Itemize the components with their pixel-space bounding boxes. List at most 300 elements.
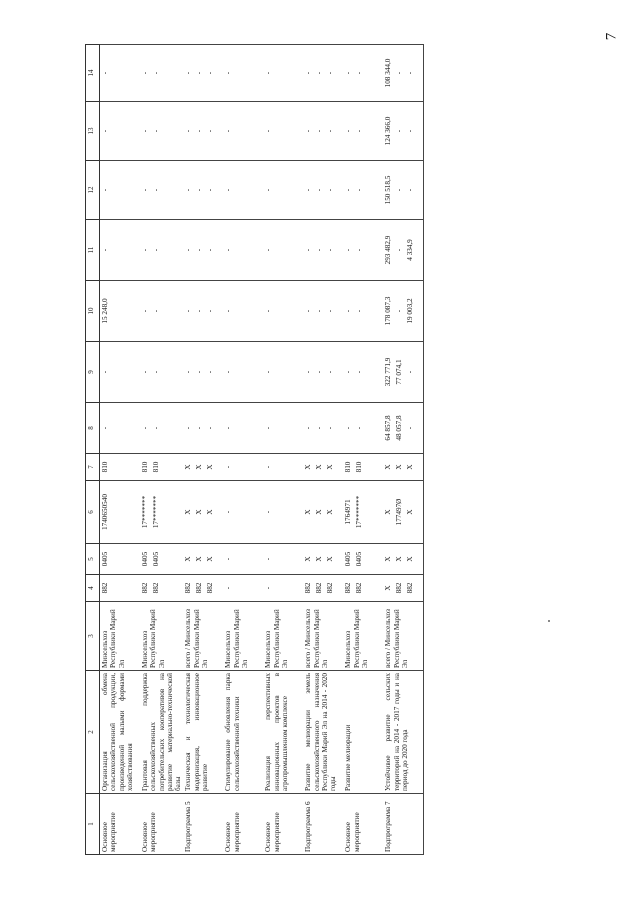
cell-col-13: [383, 102, 424, 161]
cell-line: X: [315, 556, 324, 562]
cell-col-13: [183, 102, 223, 161]
cell-line: X: [406, 556, 415, 562]
cell-line: -: [304, 309, 313, 313]
cell-col-9: [140, 342, 183, 403]
cell-line: -: [101, 426, 109, 430]
cell-line: 882: [206, 582, 215, 594]
cell-col-14: [343, 45, 383, 102]
cell-line: -: [406, 71, 415, 75]
cell-line: X: [184, 509, 193, 515]
cell-line: -: [224, 129, 233, 133]
cell-line: -: [224, 71, 233, 75]
cell-line: -: [395, 129, 404, 133]
cell-line: X: [315, 509, 324, 515]
cell-line: -: [355, 309, 364, 313]
cell-line: -: [315, 370, 324, 374]
page-number: 7: [603, 32, 620, 41]
cell-col-12: [183, 161, 223, 220]
cell-line: X: [304, 509, 313, 515]
cell-line: -: [344, 426, 353, 430]
cell-line: -: [264, 188, 273, 192]
cell-col-7: [140, 454, 183, 481]
cell-col-1: Подпрограмма 6: [303, 794, 343, 855]
cell-line: -: [344, 309, 353, 313]
cell-col-12: [140, 161, 183, 220]
cell-line: -: [224, 557, 233, 561]
cell-col-13: [223, 102, 263, 161]
cell-line: -: [355, 188, 364, 192]
cell-line: -: [206, 426, 215, 430]
cell-line: -: [101, 370, 109, 374]
cell-line: -: [344, 188, 353, 192]
cell-col-8: [140, 403, 183, 454]
cell-line: -: [304, 129, 313, 133]
table-body: [100, 45, 424, 855]
table-row: [263, 45, 303, 855]
cell-col-8: [183, 403, 223, 454]
cell-line: X: [304, 464, 313, 470]
cell-line: -: [184, 426, 193, 430]
cell-line: -: [406, 188, 415, 192]
cell-col-10: [223, 281, 263, 342]
cell-line: X: [326, 509, 335, 515]
cell-line: -: [264, 370, 273, 374]
cell-col-8: [263, 403, 303, 454]
cell-line: -: [224, 309, 233, 313]
col-header-14: 14: [86, 45, 100, 102]
cell-line: -: [315, 309, 324, 313]
cell-line: X: [195, 556, 204, 562]
cell-line: 882: [101, 582, 109, 594]
cell-line: -: [355, 426, 364, 430]
cell-line: -: [184, 370, 193, 374]
cell-col-12: [383, 161, 424, 220]
cell-col-7: [263, 454, 303, 481]
cell-col-5: [263, 544, 303, 575]
cell-col-4: [140, 575, 183, 602]
cell-col-3: всего / Минсельхоз Республики Марий Эл: [383, 602, 424, 671]
cell-line: -: [264, 248, 273, 252]
cell-col-1: Основное мероприятие: [263, 794, 303, 855]
cell-line: -: [406, 426, 415, 430]
cell-line: -: [184, 71, 193, 75]
cell-line: -: [195, 309, 204, 313]
cell-line: -: [152, 71, 160, 75]
cell-line: -: [344, 248, 353, 252]
cell-line: X: [406, 509, 415, 515]
cell-col-1: Основное мероприятие: [100, 794, 141, 855]
cell-line: -: [355, 71, 364, 75]
cell-line: 64 857,8: [384, 415, 393, 441]
col-header-11: 11: [86, 220, 100, 281]
cell-line: -: [206, 370, 215, 374]
cell-line: -: [152, 129, 160, 133]
cell-line: 322 771,9: [384, 357, 393, 387]
cell-col-5: [343, 544, 383, 575]
cell-line: -: [304, 426, 313, 430]
cell-line: 810: [355, 461, 364, 473]
col-header-1: 1: [86, 794, 100, 855]
cell-col-7: [183, 454, 223, 481]
cell-line: -: [206, 309, 215, 313]
cell-line: X: [195, 509, 204, 515]
col-header-2: 2: [86, 671, 100, 794]
cell-line: 882: [152, 582, 160, 594]
cell-line: 77 074,1: [395, 359, 404, 385]
cell-line: -: [101, 248, 109, 252]
cell-line: -: [141, 129, 149, 133]
cell-line: X: [384, 585, 393, 591]
cell-col-4: [223, 575, 263, 602]
cell-col-9: [263, 342, 303, 403]
cell-col-13: [263, 102, 303, 161]
cell-col-9: [343, 342, 383, 403]
col-header-3: 3: [86, 602, 100, 671]
cell-line: 882: [406, 582, 415, 594]
cell-col-6: [383, 481, 424, 544]
cell-line: 17*******: [152, 495, 160, 529]
cell-col-2: Развитие мелиорации: [343, 671, 383, 794]
cell-col-6: [183, 481, 223, 544]
cell-line: -: [206, 71, 215, 75]
cell-line: X: [395, 556, 404, 562]
cell-line: -: [326, 248, 335, 252]
cell-line: -: [224, 586, 233, 590]
cell-col-12: [343, 161, 383, 220]
cell-col-8: [223, 403, 263, 454]
cell-line: -: [141, 248, 149, 252]
col-header-10: 10: [86, 281, 100, 342]
cell-line: X: [206, 464, 215, 470]
cell-col-6: [263, 481, 303, 544]
cell-line: -: [304, 370, 313, 374]
cell-line: 882: [355, 582, 364, 594]
cell-line: 882: [326, 582, 335, 594]
cell-line: -: [315, 188, 324, 192]
cell-line: -: [264, 129, 273, 133]
table-row: [223, 45, 263, 855]
cell-col-10: [140, 281, 183, 342]
cell-line: X: [206, 509, 215, 515]
cell-col-5: [303, 544, 343, 575]
cell-line: -: [206, 248, 215, 252]
cell-line: X: [384, 556, 393, 562]
col-header-13: 13: [86, 102, 100, 161]
cell-col-9: [223, 342, 263, 403]
cell-line: -: [326, 129, 335, 133]
cell-line: 810: [141, 461, 149, 473]
cell-line: -: [206, 129, 215, 133]
cell-col-14: [303, 45, 343, 102]
cell-line: 19 003,2: [406, 298, 415, 324]
cell-col-7: [100, 454, 141, 481]
cell-line: 108 344,0: [384, 58, 393, 88]
cell-col-2: Техническая и технологическая модернизация, инновационное развитие: [183, 671, 223, 794]
cell-col-10: [303, 281, 343, 342]
cell-col-8: [383, 403, 424, 454]
cell-line: 882: [184, 582, 193, 594]
cell-col-9: [303, 342, 343, 403]
cell-line: -: [395, 248, 404, 252]
cell-line: 810: [101, 461, 109, 473]
cell-col-9: [383, 342, 424, 403]
cell-col-3: Минсельхоз Республики Марий Эл: [343, 602, 383, 671]
cell-line: -: [304, 188, 313, 192]
cell-col-10: [100, 281, 141, 342]
cell-col-7: [383, 454, 424, 481]
cell-col-2: Стимулирование обновления парка сельскохозяйственной техники: [223, 671, 263, 794]
cell-line: -: [315, 426, 324, 430]
cell-line: -: [355, 248, 364, 252]
cell-col-14: [263, 45, 303, 102]
cell-col-3: Минсельхоз Республики Марий Эл: [263, 602, 303, 671]
col-header-5: 5: [86, 544, 100, 575]
cell-col-3: Минсельхоз Республики Марий Эл: [140, 602, 183, 671]
cell-line: -: [395, 309, 404, 313]
table-row: [383, 45, 424, 855]
cell-col-12: [223, 161, 263, 220]
budget-table: [85, 44, 424, 855]
cell-line: -: [184, 309, 193, 313]
cell-col-4: [343, 575, 383, 602]
cell-col-14: [183, 45, 223, 102]
cell-col-14: [383, 45, 424, 102]
cell-line: -: [264, 586, 273, 590]
cell-line: 0405: [101, 551, 109, 567]
cell-line: -: [141, 370, 149, 374]
cell-col-6: [223, 481, 263, 544]
cell-line: -: [152, 309, 160, 313]
cell-col-14: [100, 45, 141, 102]
cell-line: -: [152, 370, 160, 374]
cell-col-2: Организация обмена сельскохозяйственной продукции, произведенной малыми формами хозяйствования: [100, 671, 141, 794]
cell-col-6: [303, 481, 343, 544]
cell-line: -: [224, 426, 233, 430]
cell-line: -: [206, 188, 215, 192]
cell-line: 810: [344, 461, 353, 473]
cell-line: 177497Ø: [395, 498, 404, 526]
cell-col-6: [140, 481, 183, 544]
cell-line: -: [184, 248, 193, 252]
rotated-table-frame: [85, 55, 515, 855]
cell-line: -: [326, 188, 335, 192]
cell-line: -: [315, 71, 324, 75]
cell-line: X: [326, 556, 335, 562]
cell-col-11: [303, 220, 343, 281]
cell-col-1: Подпрограмма 7: [383, 794, 424, 855]
cell-line: X: [184, 464, 193, 470]
table-row: [303, 45, 343, 855]
cell-line: 1764971: [344, 499, 353, 525]
cell-col-11: [263, 220, 303, 281]
cell-col-13: [343, 102, 383, 161]
cell-line: 178 087,3: [384, 296, 393, 326]
cell-line: X: [184, 556, 193, 562]
cell-line: -: [326, 71, 335, 75]
table-row: [183, 45, 223, 855]
cell-line: -: [101, 129, 109, 133]
cell-line: -: [344, 129, 353, 133]
cell-line: -: [344, 370, 353, 374]
cell-line: 882: [304, 582, 313, 594]
cell-col-2: Реализация перспективных инновационных проектов в агропромышленном комплексе: [263, 671, 303, 794]
cell-line: 0405: [355, 551, 364, 567]
cell-line: 15 248,0: [101, 298, 109, 324]
cell-line: -: [315, 129, 324, 133]
cell-col-7: [223, 454, 263, 481]
cell-col-7: [343, 454, 383, 481]
cell-line: 293 482,9: [384, 235, 393, 265]
cell-col-10: [343, 281, 383, 342]
col-header-6: 6: [86, 481, 100, 544]
cell-line: -: [395, 71, 404, 75]
cell-line: X: [304, 556, 313, 562]
cell-line: -: [406, 129, 415, 133]
cell-line: -: [152, 248, 160, 252]
cell-col-3: всего / Минсельхоз Республики Марий Эл: [303, 602, 343, 671]
cell-line: -: [184, 129, 193, 133]
cell-line: -: [304, 248, 313, 252]
cell-line: 150 518,5: [384, 175, 393, 205]
cell-line: X: [384, 509, 393, 515]
cell-col-8: [100, 403, 141, 454]
cell-col-10: [263, 281, 303, 342]
cell-line: 0405: [152, 551, 160, 567]
cell-col-3: всего / Минсельхоз Республики Марий Эл: [183, 602, 223, 671]
cell-col-4: [303, 575, 343, 602]
cell-col-1: Подпрограмма 5: [183, 794, 223, 855]
cell-col-13: [100, 102, 141, 161]
cell-line: -: [264, 465, 273, 469]
cell-line: -: [152, 188, 160, 192]
cell-col-1: Основное мероприятие: [140, 794, 183, 855]
cell-col-3: Минсельхоз Республики Марий Эл: [223, 602, 263, 671]
cell-line: X: [395, 464, 404, 470]
cell-col-5: [100, 544, 141, 575]
cell-line: -: [141, 309, 149, 313]
cell-col-5: [183, 544, 223, 575]
cell-line: 882: [344, 582, 353, 594]
cell-col-13: [140, 102, 183, 161]
cell-line: 4 334,9: [406, 239, 415, 261]
col-header-7: 7: [86, 454, 100, 481]
cell-line: -: [224, 510, 233, 514]
cell-col-9: [100, 342, 141, 403]
cell-line: 882: [395, 582, 404, 594]
cell-line: -: [224, 248, 233, 252]
cell-line: 17*******: [141, 495, 149, 529]
col-header-9: 9: [86, 342, 100, 403]
cell-col-12: [100, 161, 141, 220]
cell-line: -: [264, 426, 273, 430]
cell-col-10: [383, 281, 424, 342]
cell-col-4: [100, 575, 141, 602]
cell-col-2: Развитие мелиорации земель сельскохозяйственного назначения Республики Марий Эл на 2014 - 2020 годы: [303, 671, 343, 794]
cell-line: -: [344, 71, 353, 75]
cell-line: 17*******: [355, 495, 364, 529]
cell-col-6: [100, 481, 141, 544]
cell-col-5: [383, 544, 424, 575]
col-header-8: 8: [86, 403, 100, 454]
cell-col-11: [140, 220, 183, 281]
col-header-12: 12: [86, 161, 100, 220]
speck-mark: [548, 620, 550, 622]
cell-line: -: [264, 309, 273, 313]
cell-col-6: [343, 481, 383, 544]
cell-col-14: [223, 45, 263, 102]
cell-col-3: Минсельхоз Республики Марий Эл: [100, 602, 141, 671]
cell-line: -: [195, 129, 204, 133]
cell-col-1: Основное мероприятие: [223, 794, 263, 855]
cell-col-12: [303, 161, 343, 220]
cell-line: -: [101, 188, 109, 192]
cell-line: 0405: [141, 551, 149, 567]
cell-line: -: [195, 71, 204, 75]
cell-line: 810: [152, 461, 160, 473]
cell-line: X: [384, 464, 393, 470]
table-row: [140, 45, 183, 855]
cell-line: -: [395, 188, 404, 192]
cell-line: -: [195, 188, 204, 192]
cell-line: -: [184, 188, 193, 192]
cell-line: -: [406, 370, 415, 374]
cell-line: -: [315, 248, 324, 252]
cell-col-5: [223, 544, 263, 575]
cell-line: -: [195, 248, 204, 252]
cell-col-4: [263, 575, 303, 602]
cell-line: -: [326, 426, 335, 430]
table-row: [100, 45, 141, 855]
cell-line: -: [326, 309, 335, 313]
cell-line: -: [152, 426, 160, 430]
cell-col-11: [383, 220, 424, 281]
cell-line: X: [406, 464, 415, 470]
cell-line: -: [264, 510, 273, 514]
cell-col-8: [343, 403, 383, 454]
cell-line: 882: [315, 582, 324, 594]
cell-col-7: [303, 454, 343, 481]
cell-col-5: [140, 544, 183, 575]
cell-col-11: [100, 220, 141, 281]
cell-col-11: [343, 220, 383, 281]
cell-col-4: [183, 575, 223, 602]
cell-line: 882: [195, 582, 204, 594]
cell-line: -: [195, 370, 204, 374]
cell-col-11: [223, 220, 263, 281]
cell-col-13: [303, 102, 343, 161]
col-header-4: 4: [86, 575, 100, 602]
cell-line: -: [224, 188, 233, 192]
cell-line: 124 366,0: [384, 116, 393, 146]
cell-col-10: [183, 281, 223, 342]
cell-line: 1740650540: [101, 494, 109, 530]
cell-col-2: Устойчивое развитие сельских территорий на 2014 - 2017 годы и на период до 2020 года: [383, 671, 424, 794]
cell-col-11: [183, 220, 223, 281]
cell-line: -: [224, 370, 233, 374]
cell-line: X: [206, 556, 215, 562]
cell-line: -: [224, 465, 233, 469]
cell-line: -: [141, 188, 149, 192]
cell-col-4: [383, 575, 424, 602]
cell-col-1: Основное мероприятие: [343, 794, 383, 855]
cell-line: X: [315, 464, 324, 470]
cell-line: 882: [141, 582, 149, 594]
cell-line: -: [141, 426, 149, 430]
cell-line: -: [355, 129, 364, 133]
cell-col-9: [183, 342, 223, 403]
cell-col-14: [140, 45, 183, 102]
cell-line: X: [195, 464, 204, 470]
